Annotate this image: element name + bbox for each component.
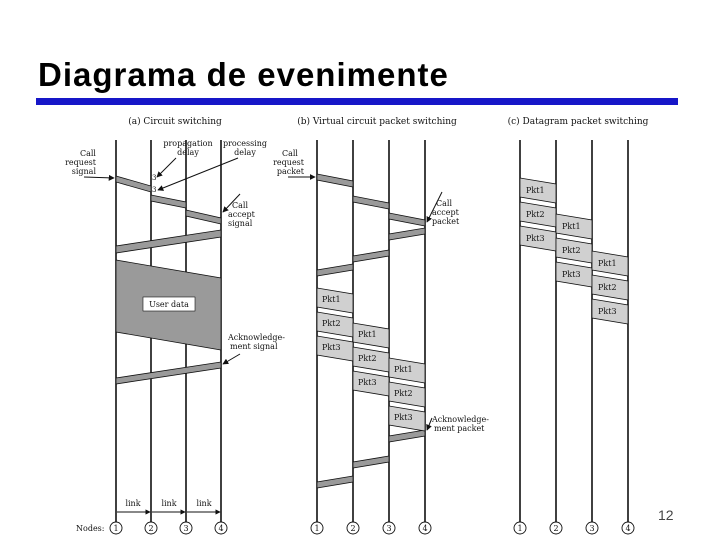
vc-ack-arrow xyxy=(427,418,432,430)
dg-pkt2-link-3: Pkt2 xyxy=(598,283,617,292)
vc-pkt3-link-2: Pkt3 xyxy=(358,378,377,387)
dg-pkt2-link-2: Pkt2 xyxy=(562,246,581,255)
dg-pkt3-link-2: Pkt3 xyxy=(562,270,581,279)
call-request-packet-bands xyxy=(317,174,425,226)
call-request-packet-label xyxy=(273,149,305,176)
vc-call-request-line-3: packet xyxy=(276,167,304,176)
processing-delay-arrow xyxy=(158,158,238,190)
page-number: 12 xyxy=(658,507,674,523)
acknowledgement-packet-bands xyxy=(317,430,425,488)
processing-delay-line-2: delay xyxy=(234,148,256,157)
vc-pkt2-link-3: Pkt2 xyxy=(394,389,413,398)
call-accept-packet-bands xyxy=(317,228,425,276)
call-request-line-3: signal xyxy=(71,167,96,176)
vc-call-request-line-2: request xyxy=(273,158,304,167)
node-c-2: 2 xyxy=(553,524,559,533)
vc-pkt3-link-3: Pkt3 xyxy=(394,413,413,422)
link-label-3: link xyxy=(196,499,212,508)
vc-pkt1-link-1: Pkt1 xyxy=(322,295,341,304)
acknowledgement-signal-band xyxy=(116,362,221,384)
panel-a-circuit-switching xyxy=(65,139,285,512)
call-request-line-2: request xyxy=(65,158,96,167)
dg-pkt3-link-3: Pkt3 xyxy=(598,307,617,316)
node-c-3: 3 xyxy=(589,524,595,533)
delay-tick-2: 3 xyxy=(152,186,157,194)
panel-a-caption: (a) Circuit switching xyxy=(128,117,222,127)
node-a-4: 4 xyxy=(218,524,224,533)
dg-pkt3-link-1: Pkt3 xyxy=(526,234,545,243)
vc-ack-line-2: ment packet xyxy=(434,424,485,433)
call-accept-signal-label xyxy=(228,201,256,228)
dg-pkt1-link-1: Pkt1 xyxy=(526,186,545,195)
ack-signal-line-1: Acknowledge- xyxy=(228,333,285,342)
node-b-2: 2 xyxy=(350,524,356,533)
nodes-label: Nodes: xyxy=(76,524,105,533)
node-a-1: 1 xyxy=(113,524,119,533)
ack-signal-line-2: ment signal xyxy=(230,342,278,351)
propagation-delay-arrow xyxy=(157,158,176,177)
slide-title: Diagrama de evenimente xyxy=(38,56,449,93)
acknowledgement-signal-label xyxy=(227,333,285,351)
link-label-1: link xyxy=(125,499,141,508)
vc-pkt2-link-1: Pkt2 xyxy=(322,319,341,328)
node-b-1: 1 xyxy=(314,524,320,533)
panel-c-caption: (c) Datagram packet switching xyxy=(507,117,649,127)
processing-delay-label xyxy=(223,139,267,157)
vc-call-accept-line-3: packet xyxy=(432,217,460,226)
delay-tick-1: 3 xyxy=(152,174,157,182)
dg-pkt1-link-3: Pkt1 xyxy=(598,259,617,268)
call-accept-line-3: signal xyxy=(228,219,253,228)
ack-signal-arrow xyxy=(223,354,240,364)
call-request-signal-label xyxy=(65,149,97,176)
processing-delay-line-1: processing xyxy=(222,139,268,148)
link-label-2: link xyxy=(161,499,177,508)
dg-pkt1-link-2: Pkt1 xyxy=(562,222,581,231)
node-b-4: 4 xyxy=(422,524,428,533)
call-accept-line-1: Call xyxy=(232,201,249,210)
node-a-2: 2 xyxy=(148,524,154,533)
call-request-arrow xyxy=(84,177,114,178)
panel-b-caption: (b) Virtual circuit packet switching xyxy=(297,117,457,127)
panel-c-datagram xyxy=(520,178,628,324)
node-b-3: 3 xyxy=(386,524,392,533)
call-accept-signal-band xyxy=(116,230,221,253)
call-request-line-1: Call xyxy=(79,149,96,158)
propagation-delay-line-2: delay xyxy=(177,148,199,157)
call-accept-line-2: accept xyxy=(228,210,255,219)
vc-pkt3-link-1: Pkt3 xyxy=(322,343,341,352)
dg-pkt2-link-1: Pkt2 xyxy=(526,210,545,219)
vc-pkt1-link-3: Pkt1 xyxy=(394,365,413,374)
vc-call-accept-line-1: Call xyxy=(436,199,453,208)
vc-pkt2-link-2: Pkt2 xyxy=(358,354,377,363)
propagation-delay-line-1: propagation xyxy=(163,139,213,148)
node-c-4: 4 xyxy=(625,524,631,533)
vc-call-request-line-1: Call xyxy=(281,149,298,158)
node-c-1: 1 xyxy=(517,524,523,533)
node-a-3: 3 xyxy=(183,524,189,533)
user-data-label: User data xyxy=(149,300,189,309)
vc-ack-line-1: Acknowledge- xyxy=(432,415,489,424)
call-request-signal-bands xyxy=(116,176,221,224)
vc-call-accept-line-2: accept xyxy=(432,208,459,217)
panel-b-virtual-circuit xyxy=(273,149,489,488)
propagation-delay-label xyxy=(163,139,212,157)
vc-pkt1-link-2: Pkt1 xyxy=(358,330,377,339)
acknowledgement-packet-label xyxy=(431,415,489,433)
